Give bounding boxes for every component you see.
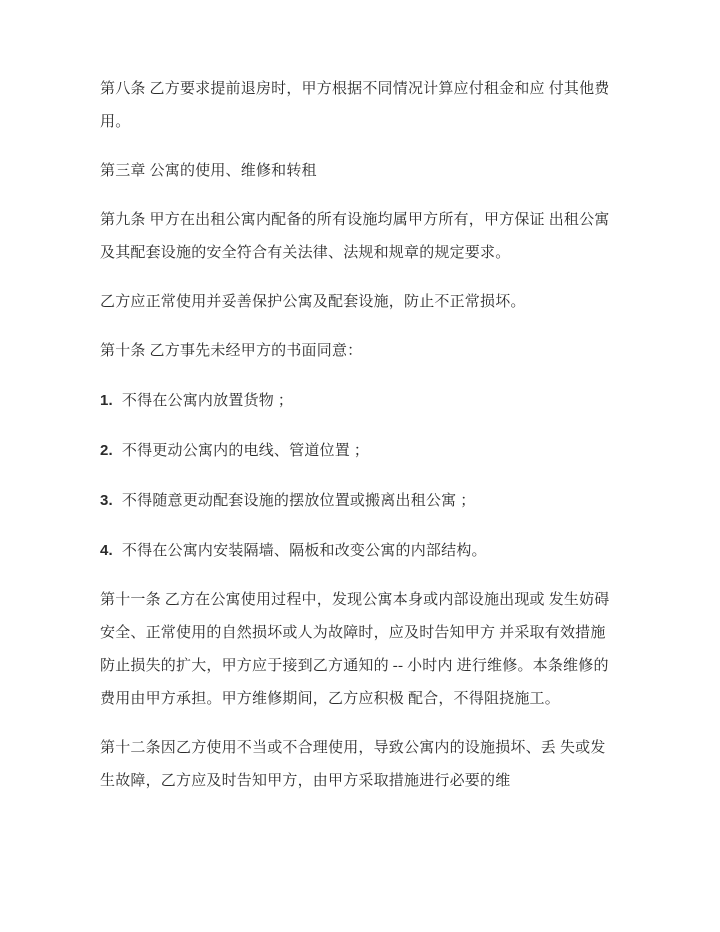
text-line — [100, 434, 622, 468]
text-line: 乙方应正常使用并妥善保护公寓及配套设施，防止不正常损坏。 — [100, 294, 526, 310]
text-line: 费用由甲方承担。甲方维修期间，乙方应积极 配合，不得阻挠施工。 — [100, 691, 560, 707]
list-item-number: 2. — [100, 442, 113, 459]
paragraph — [100, 204, 622, 270]
chapter-heading — [100, 155, 622, 188]
paragraph — [100, 335, 622, 368]
text-line — [100, 534, 622, 568]
paragraph — [100, 286, 622, 319]
text-line: 防止损失的扩大，甲方应于接到乙方通知的 -- 小时内 进行维修。本条维修的 — [100, 658, 609, 674]
list-item — [100, 384, 622, 418]
list-item-number: 3. — [100, 492, 113, 509]
paragraph — [100, 73, 622, 139]
text-line: 第九条 甲方在出租公寓内配备的所有设施均属甲方所有，甲方保证 出租公寓 — [100, 212, 610, 228]
paragraph — [100, 584, 622, 716]
list-item — [100, 534, 622, 568]
text-line: 生故障，乙方应及时告知甲方，由甲方采取措施进行必要的维 — [100, 773, 511, 789]
text-line: 第十二条因乙方使用不当或不合理使用，导致公寓内的设施损坏、丢 失或发 — [100, 740, 606, 756]
list-item-text: 不得随意更动配套设施的摆放位置或搬离出租公寓 ； — [121, 493, 476, 509]
text-line: 第八条 乙方要求提前退房时，甲方根据不同情况计算应付租金和应 付其他费 — [100, 81, 610, 97]
list-item — [100, 434, 622, 468]
text-line: 第三章 公寓的使用、维修和转租 — [100, 163, 317, 179]
text-line: 及其配套设施的安全符合有关法律、法规和规章的规定要求。 — [100, 245, 511, 261]
list-item-text: 不得在公寓内放置货物 ； — [121, 393, 294, 409]
list-item-number: 1. — [100, 392, 113, 409]
text-line — [100, 484, 622, 518]
paragraph — [100, 732, 622, 798]
text-line: 安全、正常使用的自然损坏或人为故障时，应及时告知甲方 并采取有效措施 — [100, 625, 606, 641]
text-line: 第十一条 乙方在公寓使用过程中，发现公寓本身或内部设施出现或 发生妨碍 — [100, 592, 610, 608]
list-item-number: 4. — [100, 542, 113, 559]
list-item-text: 不得更动公寓内的电线、管道位置 ； — [121, 443, 370, 459]
text-line: 第十条 乙方事先未经甲方的书面同意： — [100, 343, 363, 359]
list-item-text: 不得在公寓内安装隔墙、隔板和改变公寓的内部结构。 — [121, 543, 487, 559]
text-line — [100, 384, 622, 418]
list-item — [100, 484, 622, 518]
text-line: 用。 — [100, 114, 131, 130]
